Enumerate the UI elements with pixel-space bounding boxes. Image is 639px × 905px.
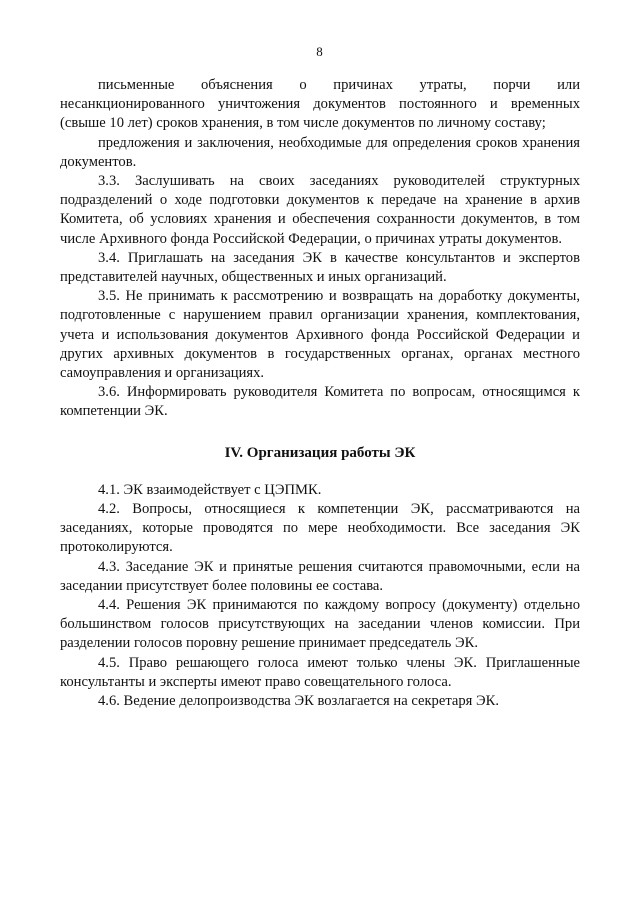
section-heading: IV. Организация работы ЭК — [224, 444, 416, 461]
paragraph-3-6: 3.6. Информировать руководителя Комитета по вопросам, относящимся к компетенции ЭК. — [60, 384, 580, 420]
paragraph-4-5: 4.5. Право решающего голоса имеют только члены ЭК. Приглашенные консультанты и эксперты имеют право совещательного голоса. — [60, 654, 580, 690]
paragraph-3-4: 3.4. Приглашать на заседания ЭК в качестве консультантов и экспертов представителей научных, общественных и иных организаций. — [60, 249, 580, 286]
paragraph-3-5: 3.5. Не принимать к рассмотрению и возвращать на доработку документы, подготовленные с нарушением правил организации хранения, комплектования, учета и использования документов Архивного фонда Российской Федерации и других архивных документов в государственных органах, органах местного самоуправления и организациях. — [60, 288, 580, 382]
paragraph-4-6: 4.6. Ведение делопроизводства ЭК возлагается на секретаря ЭК. — [98, 693, 500, 710]
paragraph-4-2: 4.2. Вопросы, относящиеся к компетенции ЭК, рассматриваются на заседаниях, которые проводятся по мере необходимости. Все заседания ЭК протоколируются. — [60, 501, 580, 556]
paragraph-4-3: 4.3. Заседание ЭК и принятые решения считаются правомочными, если на заседании присутствует более половины ее состава. — [60, 558, 580, 594]
section-4 — [60, 481, 580, 711]
paragraph-4-1: 4.1. ЭК взаимодействует с ЦЭПМК. — [98, 481, 322, 498]
paragraph-4-4: 4.4. Решения ЭК принимаются по каждому вопросу (документу) отдельно большинством голосов присутствующих на заседании членов комиссии. При разделении голосов поровну решение принимает председатель ЭК. — [60, 597, 580, 652]
paragraph: предложения и заключения, необходимые для определения сроков хранения документов. — [60, 134, 580, 170]
document-body — [60, 76, 580, 711]
paragraph: письменные объяснения о причинах утраты, порчи или несанкционированного уничтожения документов постоянного и временных (свыше 10 лет) сроков хранения, в том числе документов по личному составу; — [60, 77, 580, 132]
section-3-continuation — [60, 76, 580, 422]
page-number: 8 — [316, 44, 323, 59]
paragraph-3-3: 3.3. Заслушивать на своих заседаниях руководителей структурных подразделений о ходе подготовки документов к передаче на хранение в архив Комитета, об условиях хранения и обеспечения сохранности документов, в том числе Архивного фонда Российской Федерации, о причинах утраты документов. — [60, 173, 580, 247]
